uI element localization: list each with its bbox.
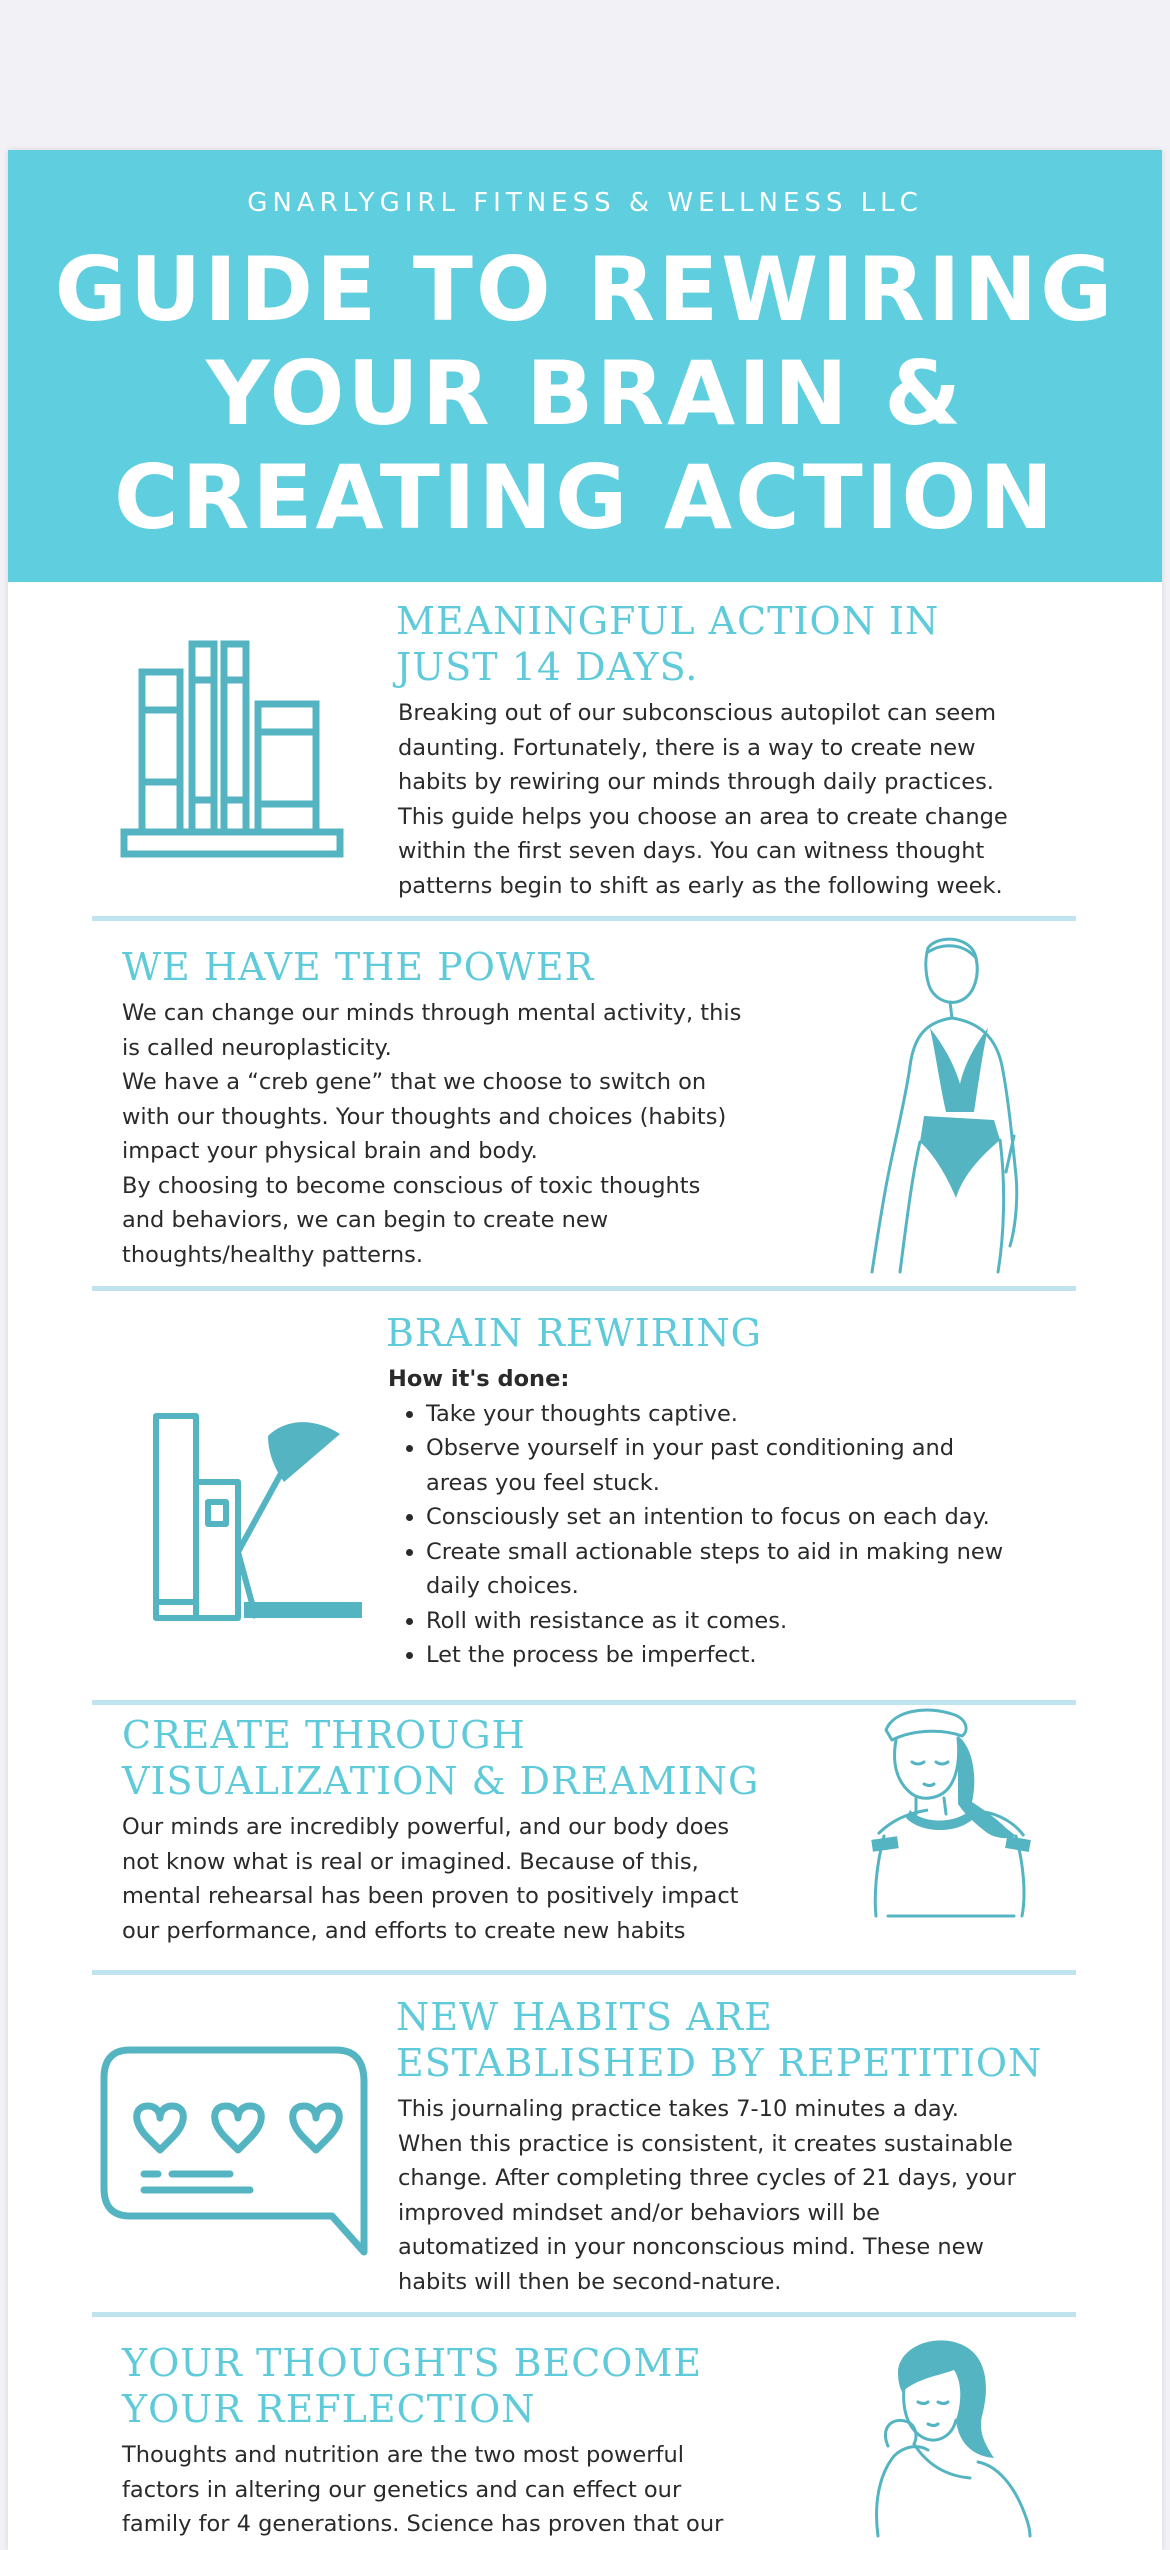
title-line: GUIDE TO REWIRING <box>54 238 1116 341</box>
section-title-line: JUST 14 DAYS. <box>396 645 699 689</box>
body-line: automatized in your nonconscious mind. These new <box>398 2234 984 2260</box>
section-body-visualization <box>122 1810 739 1948</box>
section-title-visualization <box>122 1712 759 1804</box>
body-line: habits will then be second-nature. <box>398 2268 782 2295</box>
section-divider <box>92 1700 1076 1705</box>
body-line: We have a “creb gene” that we choose to switch on <box>122 1069 707 1095</box>
section-body-meaningful-action <box>398 696 1008 903</box>
list-item: • Roll with resistance as it comes. <box>426 1604 1003 1639</box>
section-divider <box>92 2312 1076 2317</box>
body-line: This guide helps you choose an area to create change <box>398 803 1008 830</box>
body-line: change. After completing three cycles of 21 days, your <box>398 2165 1016 2191</box>
body-line: with our thoughts. Your thoughts and choices (habits) <box>122 1103 727 1130</box>
section-title-line: WE HAVE THE POWER <box>122 945 595 989</box>
body-line: habits by rewiring our minds through daily practices. <box>398 769 994 795</box>
section-body-brain-rewiring <box>388 1362 1003 1673</box>
body-line: is called neuroplasticity. <box>122 1034 392 1061</box>
hearts-chat-bubble-icon <box>100 2046 376 2262</box>
list-item: • Create small actionable steps to aid in making new daily choices. <box>426 1535 1003 1604</box>
dreaming-woman-illustration <box>866 1706 1042 1918</box>
brand-name: GNARLYGIRL FITNESS & WELLNESS LLC <box>247 188 923 218</box>
section-divider <box>92 1970 1076 1975</box>
section-title-repetition <box>396 1994 1042 2086</box>
rewiring-steps-list <box>388 1397 1003 1673</box>
desk-lamp-books-icon <box>144 1402 374 1622</box>
body-line: factors in altering our genetics and can effect our <box>122 2476 682 2503</box>
section-title-line: CREATE THROUGH <box>122 1713 526 1757</box>
body-line: Our minds are incredibly powerful, and our body does <box>122 1814 730 1840</box>
header-banner <box>8 150 1162 582</box>
body-line: Breaking out of our subconscious autopilot can seem <box>398 700 997 726</box>
section-body-repetition <box>398 2092 1016 2299</box>
body-line: our performance, and efforts to create new habits <box>122 1917 686 1944</box>
thinking-woman-illustration <box>858 2336 1058 2536</box>
body-line: This journaling practice takes 7-10 minutes a day. <box>398 2096 959 2122</box>
body-line: improved mindset and/or behaviors will be <box>398 2199 880 2226</box>
section-title-line: NEW HABITS ARE <box>396 1995 773 2039</box>
section-title-power <box>122 944 594 990</box>
section-title-line: YOUR THOUGHTS BECOME <box>122 2341 703 2385</box>
body-line: and behaviors, we can begin to create new <box>122 1207 609 1233</box>
list-item: • Consciously set an intention to focus on each day. <box>426 1500 1003 1535</box>
section-body-power <box>122 996 741 1272</box>
section-body-reflection <box>122 2438 723 2542</box>
title-line: CREATING ACTION <box>114 446 1056 549</box>
woman-swimsuit-illustration <box>866 936 1056 1276</box>
body-line: patterns begin to shift as early as the following week. <box>398 872 1003 899</box>
section-title-line: MEANINGFUL ACTION IN <box>396 599 940 643</box>
section-title-line: ESTABLISHED BY REPETITION <box>396 2041 1043 2085</box>
section-title-meaningful-action <box>396 598 939 690</box>
infographic-page <box>8 150 1162 2550</box>
body-line: family for 4 generations. Science has proven that our <box>122 2511 724 2537</box>
title-line: YOUR BRAIN & <box>206 342 964 445</box>
body-line: impact your physical brain and body. <box>122 1138 538 1164</box>
section-divider <box>92 916 1076 921</box>
body-line: not know what is real or imagined. Because of this, <box>122 1848 699 1875</box>
section-divider <box>92 1286 1076 1291</box>
page-title <box>48 238 1122 550</box>
body-line: When this practice is consistent, it creates sustainable <box>398 2130 1013 2157</box>
body-line: thoughts/healthy patterns. <box>122 1241 424 1268</box>
list-item: • Observe yourself in your past conditioning and areas you feel stuck. <box>426 1431 1003 1500</box>
section-title-brain-rewiring <box>386 1310 762 1356</box>
how-label: How it's done: <box>388 1366 570 1392</box>
body-line: daunting. Fortunately, there is a way to create new <box>398 734 976 761</box>
section-title-line: VISUALIZATION & DREAMING <box>122 1759 760 1803</box>
section-title-line: BRAIN REWIRING <box>386 1311 762 1355</box>
list-item: • Take your thoughts captive. <box>426 1397 1003 1432</box>
body-line: within the first seven days. You can witness thought <box>398 838 985 864</box>
books-icon <box>120 640 360 860</box>
body-line: mental rehearsal has been proven to positively impact <box>122 1883 739 1909</box>
section-title-reflection <box>122 2340 702 2432</box>
list-item: • Let the process be imperfect. <box>426 1638 1003 1673</box>
body-line: We can change our minds through mental activity, this <box>122 1000 742 1026</box>
section-title-line: YOUR REFLECTION <box>122 2387 536 2431</box>
body-line: Thoughts and nutrition are the two most powerful <box>122 2442 684 2468</box>
body-line: By choosing to become conscious of toxic thoughts <box>122 1172 701 1199</box>
